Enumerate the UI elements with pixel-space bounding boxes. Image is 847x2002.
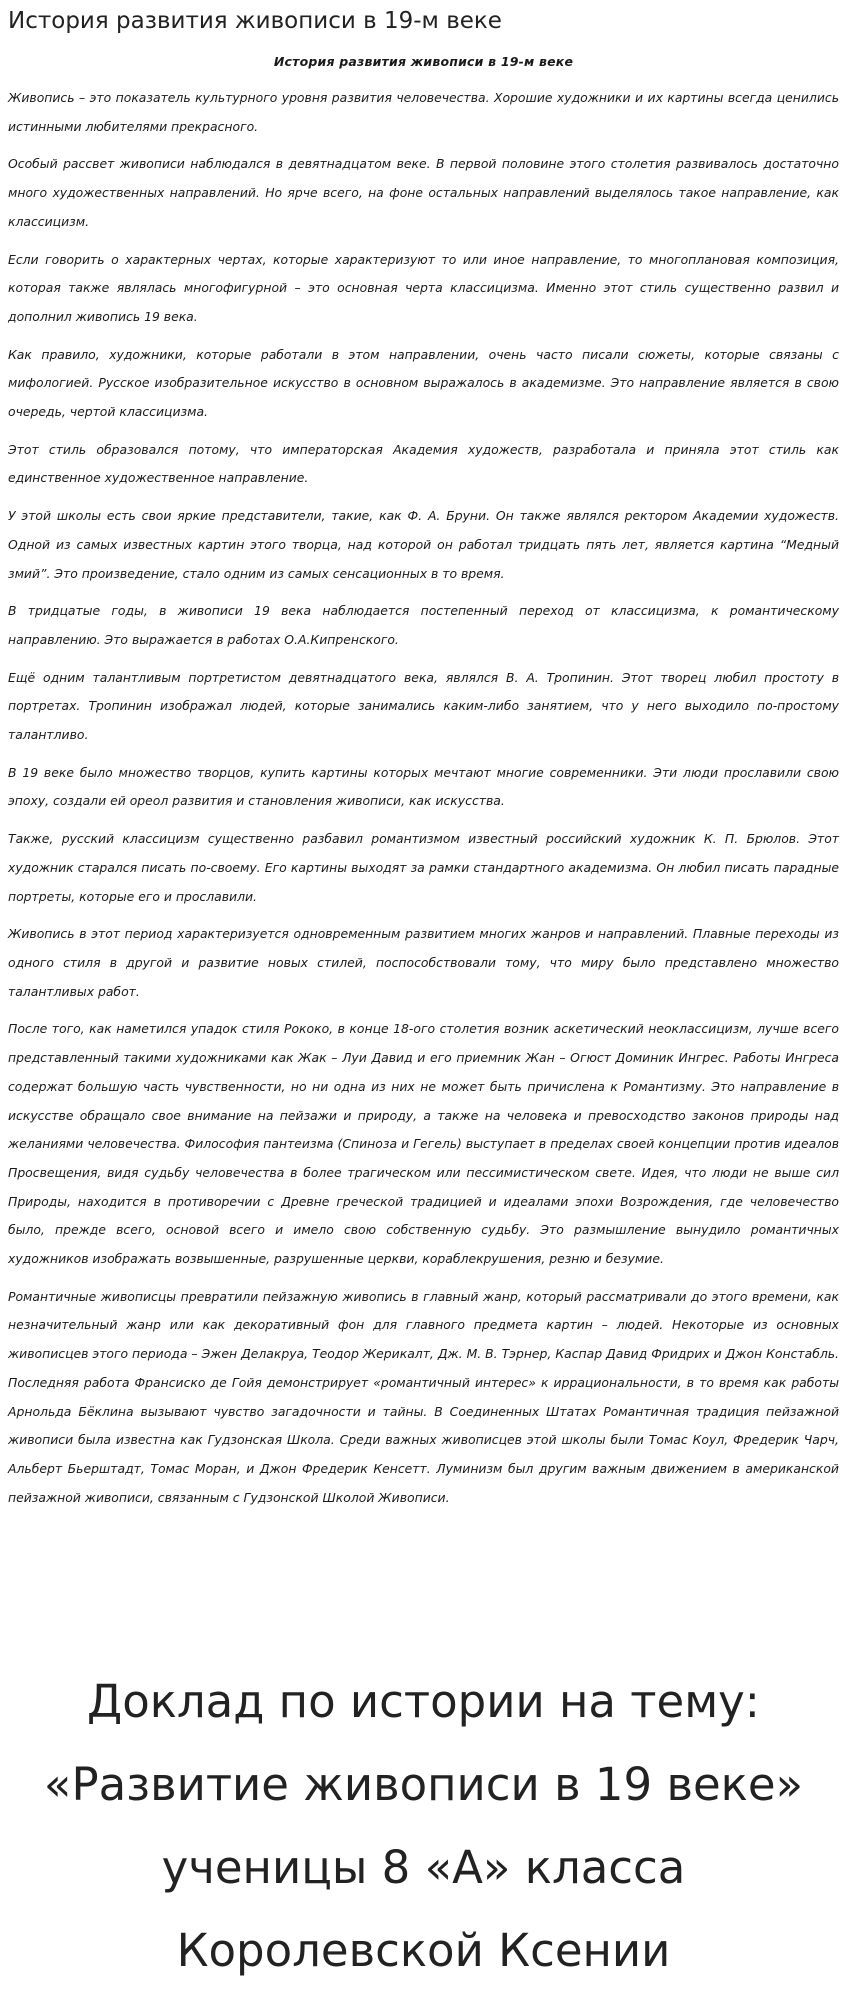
cover-line-report-title: «Развитие живописи в 19 веке» xyxy=(43,1758,804,1811)
paragraph: В 19 веке было множество творцов, купить картины которых мечтают многие современники. Эти люди прославили свою эпоху, создали ей ореол развития и становления живописи, как искусства. xyxy=(8,764,839,809)
paragraph: Живопись в этот период характеризуется одновременным развитием многих жанров и направлений. Плавные переходы из одного стиля в другой и развитие новых стилей, поспособствовали тому, что миру было представлено множество талантливых работ. xyxy=(8,926,839,999)
cover-line-student-name: Королевской Ксении xyxy=(176,1924,671,1977)
paragraph: Ещё одним талантливым портретистом девятнадцатого века, являлся В. А. Тропинин. Этот творец любил простоту в портретах. Тропинин изображал людей, которые занимались каким-либо занятием, что у него выходило по-простому талантливо. xyxy=(8,669,839,743)
cover-line-report-topic: Доклад по истории на тему: xyxy=(87,1675,760,1728)
paragraph: В тридцатые годы, в живописи 19 века наблюдается постепенный переход от классицизма, к романтическому направлению. Это выражается в работах О.А.Кипренского. xyxy=(8,603,839,647)
paragraph: У этой школы есть свои яркие представители, такие, как Ф. А. Бруни. Он также являлся ректором Академии художеств. Одной из самых известных картин этого творца, над которой он работал тридцать пять лет, является картина “Медный змий”. Это произведение, стало одним из самых сенсационных в то время. xyxy=(8,508,839,581)
paragraph: Живопись – это показатель культурного уровня развития человечества. Хорошие художники и их картины всегда ценились истинными любителями прекрасного. xyxy=(8,90,839,134)
document-body xyxy=(8,84,839,1521)
paragraph: Как правило, художники, которые работали в этом направлении, очень часто писали сюжеты, которые связаны с мифологией. Русское изобразительное искусство в основном выражалось в академизме. Это направление является в свою очередь, чертой классицизма. xyxy=(8,346,839,420)
paragraph: После того, как наметился упадок стиля Рококо, в конце 18-ого столетия возник аскетический неоклассицизм, лучше всего представленный такими художниками как Жак – Луи Давид и его приемник Жан – Огюст Доминик Ингрес. Работы Ингреса содержат большую часть чувственности, но ни одна из них не может быть причислена к Романтизму. Это направление в искусстве обращало свое внимание на пейзажи и природу, а также на человека и превосходство законов природы над желаниями человечества. Философия пантеизма (Спиноза и Гегель) выступает в пределах своей концепции против идеалов Просвещения, видя судьбу человечества в более трагическом или пессимистическом свете. Идея, что люди не выше сил Природы, находится в противоречии с Древне греческой традицией и идеалами эпохи Возрождения, где человечество было, прежде всего, основой всего и имело свою собственную судьбу. Это размышление вынудило романтичных художников изображать возвышенные, разрушенные церкви, кораблекрушения, резню и безумие. xyxy=(8,1021,839,1267)
paragraph: Этот стиль образовался потому, что императорская Академия художеств, разработала и приняла этот стиль как единственное художественное направление. xyxy=(8,441,839,486)
cover-line-student-class: ученицы 8 «А» класса xyxy=(161,1841,686,1894)
paragraph: Также, русский классицизм существенно разбавил романтизмом известный российский художник К. П. Брюлов. Этот художник старался писать по-своему. Его картины выходят за рамки стандартного академизма. Он любил писать парадные портреты, которые его и прославили. xyxy=(8,831,839,904)
cover-title-block xyxy=(0,1660,847,1992)
paragraph: Романтичные живописцы превратили пейзажную живопись в главный жанр, который рассматривали до этого времени, как незначительный жанр или как декоративный фон для главного предмета картин – людей. Некоторые из основных живописцев этого периода – Эжен Делакруа, Теодор Жерикалт, Дж. М. В. Тэрнер, Каспар Давид Фридрих и Джон Констабль. Последняя работа Франсиско де Гойя демонстрирует «романтичный интерес» к иррациональности, в то время как работы Арнольда Бёклина вызывают чувство загадочности и тайны. В Соединенных Штатах Романтичная традиция пейзажной живописи была известна как Гудзонская Школа. Среди важных живописцев этой школы были Томас Коул, Фредерик Чарч, Альберт Бьерштадт, Томас Моран, и Джон Фредерик Кенсетт. Луминизм был другим важным движением в американской пейзажной живописи, связанным с Гудзонской Школой Живописи. xyxy=(8,1288,839,1505)
page-title: История развития живописи в 19-м веке xyxy=(8,8,502,34)
paragraph: Если говорить о характерных чертах, которые характеризуют то или иное направление, то многоплановая композиция, которая также являлась многофигурной – это основная черта классицизма. Именно этот стиль существенно развил и дополнил живопись 19 века. xyxy=(8,251,839,324)
document-subtitle: История развития живописи в 19-м веке xyxy=(273,54,574,69)
paragraph: Особый рассвет живописи наблюдался в девятнадцатом веке. В первой половине этого столетия развивалось достаточно много художественных направлений. Но ярче всего, на фоне остальных направлений выделялось такое направление, как классицизм. xyxy=(8,156,839,229)
